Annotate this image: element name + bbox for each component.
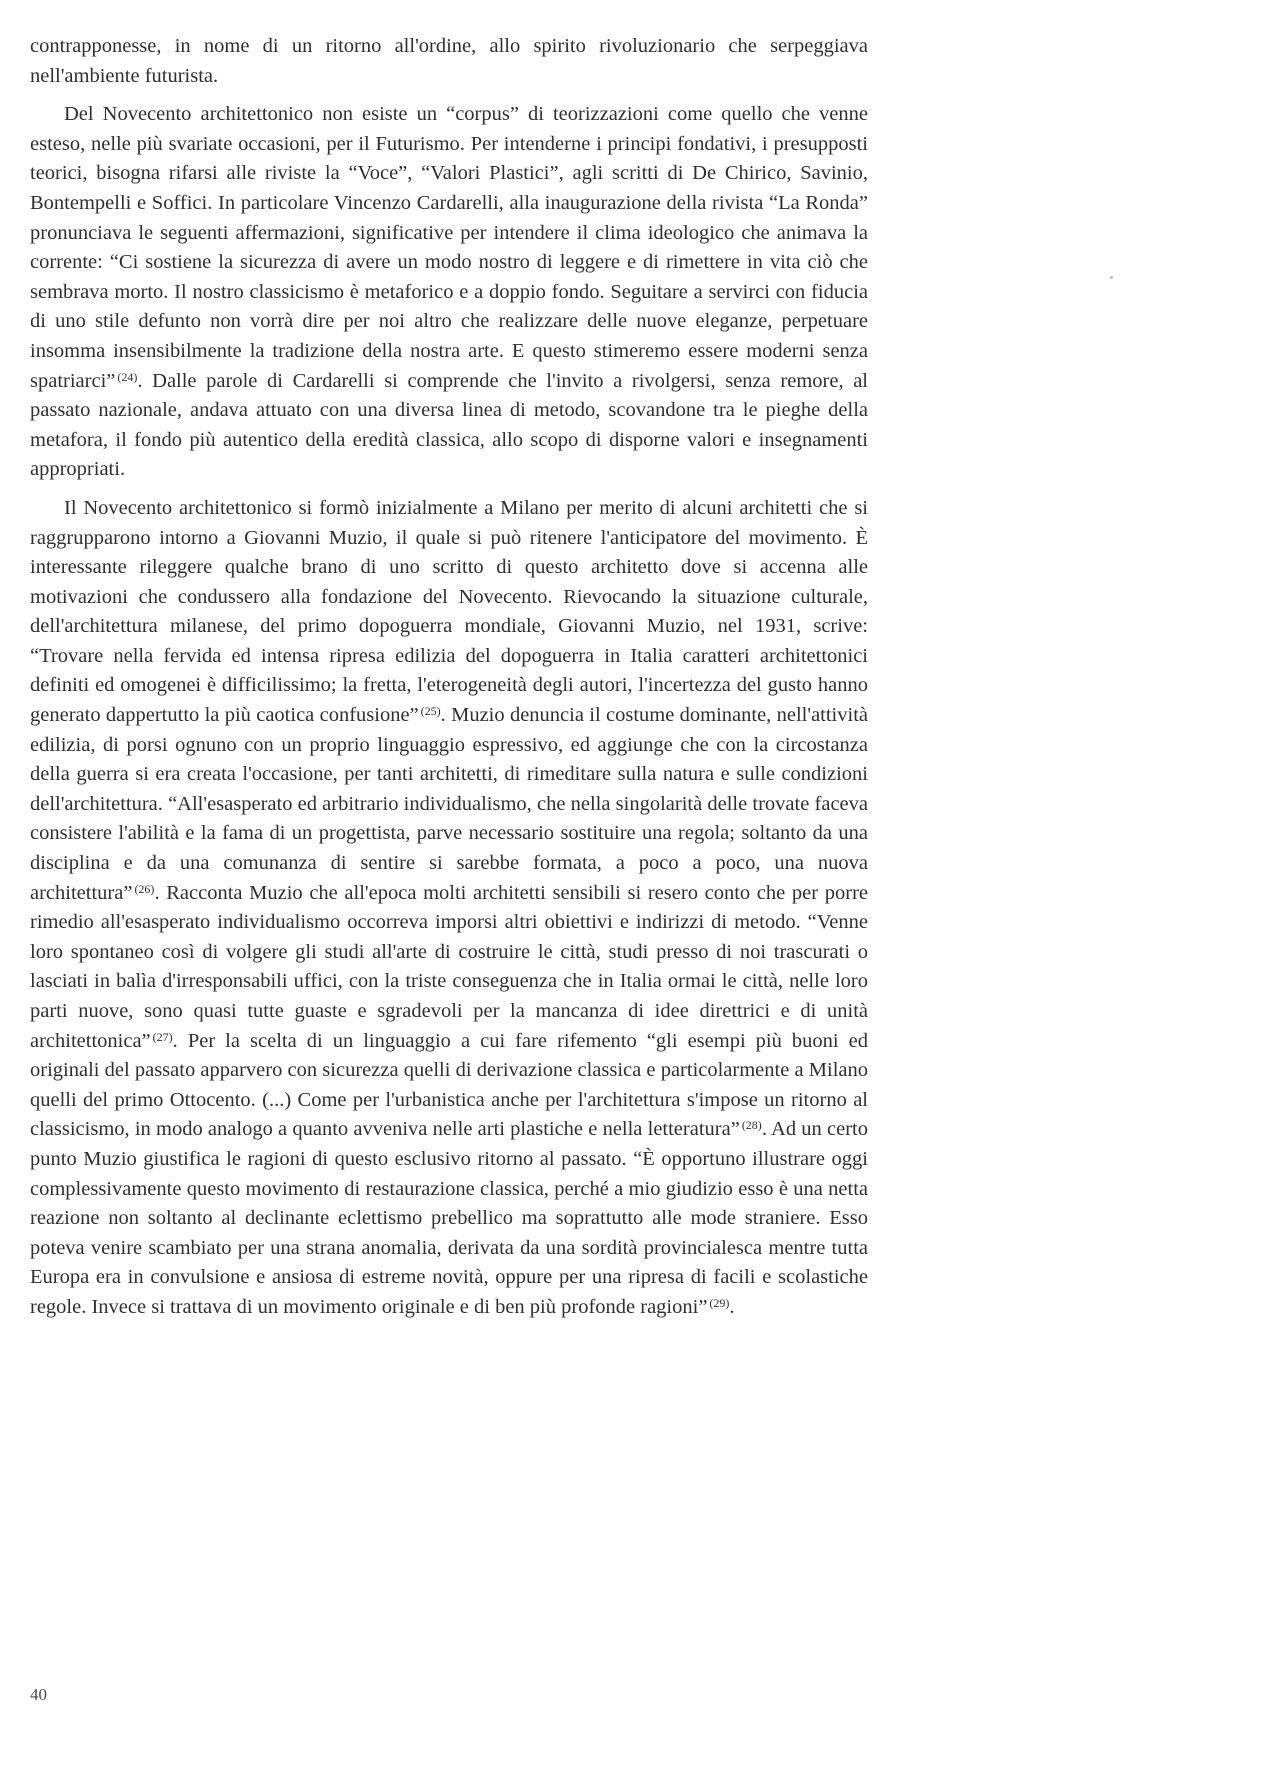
- paragraph-text: contrapponesse, in nome di un ritorno all'ordine, allo spirito rivoluzionario che serpeggiava nell'ambiente futurista.: [30, 35, 868, 87]
- paragraph-text: . Per la scelta di un linguaggio a cui fare rifemento “gli esempi più buoni ed originali del passato apparvero con sicurezza quelli di derivazione classica e particolarmente a Milano quelli del primo Ottocento. (...) Come per l'urbanistica anche per l'architettura s'impose un ritorno al classicismo, in modo analogo a quanto avveniva nelle arti plastiche e nella letteratura”: [30, 1029, 868, 1141]
- paragraph-text: . Dalle parole di Cardarelli si comprende che l'invito a rivolgersi, senza remore, al passato nazionale, andava attuato con una diversa linea di metodo, scovandone tra le pieghe della metafora, il fondo più autentico della eredità classica, allo scopo di disporne valori e insegnamenti appropriati.: [30, 369, 868, 481]
- paragraph-text: . Racconta Muzio che all'epoca molti architetti sensibili si resero conto che per porre rimedio all'esasperato individualismo occorreva imporsi altri obiettivi e indirizzi di metodo. “Venne loro spontaneo così di volgere gli studi all'arte di costruire le città, studi presso di noi trascurati o lasciati in balìa d'irresponsabili uffici, con la triste conseguenza che in Italia ormai le città, nelle loro parti nuove, sono quasi tutte guaste e sgradevoli per la mancanza di idee direttrici e di unità architettonica”: [30, 881, 868, 1052]
- paragraph: [30, 494, 868, 1323]
- footnote-reference: (25): [420, 704, 441, 719]
- paragraph-text: . Muzio denuncia il costume dominante, nell'attività edilizia, di porsi ognuno con un proprio linguaggio espressivo, ed aggiunge che con la circostanza della guerra si era creata l'occasione, per tanti architetti, di rimeditare sulla natura e sulle condizioni dell'architettura. “All'esasperato ed arbitrario individualismo, che nella singolarità delle trovate faceva consistere l'abilità e la fama di un progettista, parve necessario sostituire una regola; soltanto da una disciplina e da una comunanza di sentire si sarebbe formata, a poco a poco, una nuova architettura”: [30, 704, 868, 904]
- paragraph: [30, 32, 868, 91]
- page-number: 40: [30, 1685, 47, 1704]
- paragraph-text: .: [729, 1295, 735, 1318]
- footnote-reference: (28): [741, 1118, 762, 1133]
- scan-speck: [1110, 276, 1113, 279]
- footnote-reference: (24): [117, 369, 138, 384]
- paragraph-text: . Ad un certo punto Muzio giustifica le ragioni di questo esclusivo ritorno al passato. “È opportuno illustrare oggi complessivamente questo movimento di restaurazione classica, perché a mio giudizio esso è una netta reazione non soltanto al declinante eclettismo prebellico ma soprattutto alle mode straniere. Esso poteva venire scambiato per una strana anomalia, derivata da una sordità provincialesca mentre tutta Europa era in convulsione e ansiosa di estreme novità, oppure per una ripresa di facili e scolastiche regole. Invece si trattava di un movimento originale e di ben più profonde ragioni”: [30, 1118, 868, 1318]
- paragraph-text: Il Novecento architettonico si formò inizialmente a Milano per merito di alcuni architetti che si raggrupparono intorno a Giovanni Muzio, il quale si può ritenere l'anticipatore del movimento. È interessante rileggere qualche brano di uno scritto di questo architetto dove si accenna alle motivazioni che condussero alla fondazione del Novecento. Rievocando la situazione culturale, dell'architettura milanese, del primo dopoguerra mondiale, Giovanni Muzio, nel 1931, scrive: “Trovare nella fervida ed intensa ripresa edilizia del dopoguerra in Italia caratteri architettonici definiti ed omogenei è difficilissimo; la fretta, l'eterogeneità degli autori, l'incertezza del gusto hanno generato dappertutto la più caotica confusione”: [30, 496, 868, 727]
- paragraph-text: Del Novecento architettonico non esiste un “corpus” di teorizzazioni come quello che venne esteso, nelle più svariate occasioni, per il Futurismo. Per intenderne i principi fondativi, i presupposti teorici, bisogna rifarsi alle riviste la “Voce”, “Valori Plastici”, agli scritti di De Chirico, Savinio, Bontempelli e Soffici. In particolare Vincenzo Cardarelli, alla inaugurazione della rivista “La Ronda” pronunciava le seguenti affermazioni, significative per intendere il clima ideologico che animava la corrente: “Ci sostiene la sicurezza di avere un modo nostro di leggere e di rimettere in vita ciò che sembrava morto. Il nostro classicismo è metaforico e a doppio fondo. Seguitare a servirci con fiducia di uno stile defunto non vorrà dire per noi altro che realizzare delle nuove eleganze, perpetuare insomma insensibilmente la tradizione della nostra arte. E questo stimeremo essere moderni senza spatriarci”: [30, 103, 868, 392]
- footnote-reference: (27): [152, 1029, 173, 1044]
- footnote-reference: (29): [709, 1295, 730, 1310]
- footnote-reference: (26): [134, 881, 155, 896]
- body-text: [30, 32, 868, 1323]
- paragraph: [30, 100, 868, 485]
